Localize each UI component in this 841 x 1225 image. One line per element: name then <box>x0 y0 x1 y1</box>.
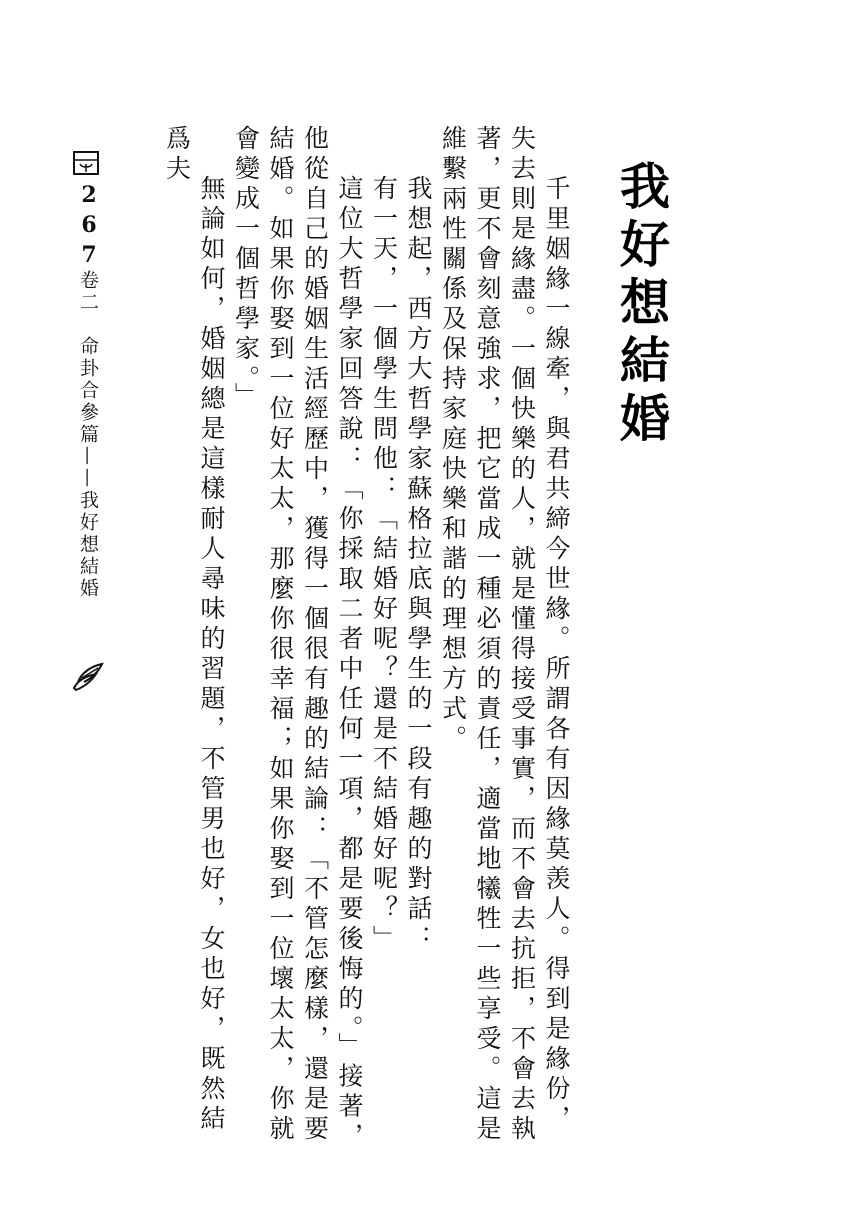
paragraph-4: 這位大哲學家回答說：「你採取二者中任何一項，都是要後悔的。」接著，他從自己的婚姻生活經歷中，獲得一個很有趣的結論：「不管怎麼樣，還是要結婚。如果你娶到一位好太太，那麼你很幸福；如果你娶到一位壞太太，你就會變成一個哲學家。」 <box>231 125 364 1153</box>
body-text <box>159 125 573 1155</box>
paragraph-5: 無論如何，婚姻總是這樣耐人尋味的習題，不管男也好，女也好，既然結爲夫 <box>162 125 226 1135</box>
chapter-title: 我好想結婚 <box>612 160 670 450</box>
page-footer-sidebar <box>66 148 110 708</box>
running-head: 卷二 命卦合參篇——我好想結婚 <box>77 270 99 600</box>
page-number: 267 <box>76 182 102 272</box>
quill-book-icon <box>68 658 108 698</box>
paragraph-2: 我想起，西方大哲學家蘇格拉底與學生的一段有趣的對話： <box>404 175 433 955</box>
book-ornament-icon <box>72 148 100 178</box>
paragraph-3: 有一天，一個學生問他：「結婚好呢？還是不結婚好呢？」 <box>369 175 399 955</box>
paragraph-1: 千里姻緣一線牽，與君共締今世緣。所謂各有因緣莫羡人。得到是緣份，失去則是緣盡。一個快樂的人，就是懂得接受事實，而不會去抗拒，不會去執著，更不會刻意強求，把它當成一種必須的責任，適當地犧牲一些享受。這是維繫兩性關係及保持家庭快樂和諧的理想方式。 <box>438 125 571 1145</box>
